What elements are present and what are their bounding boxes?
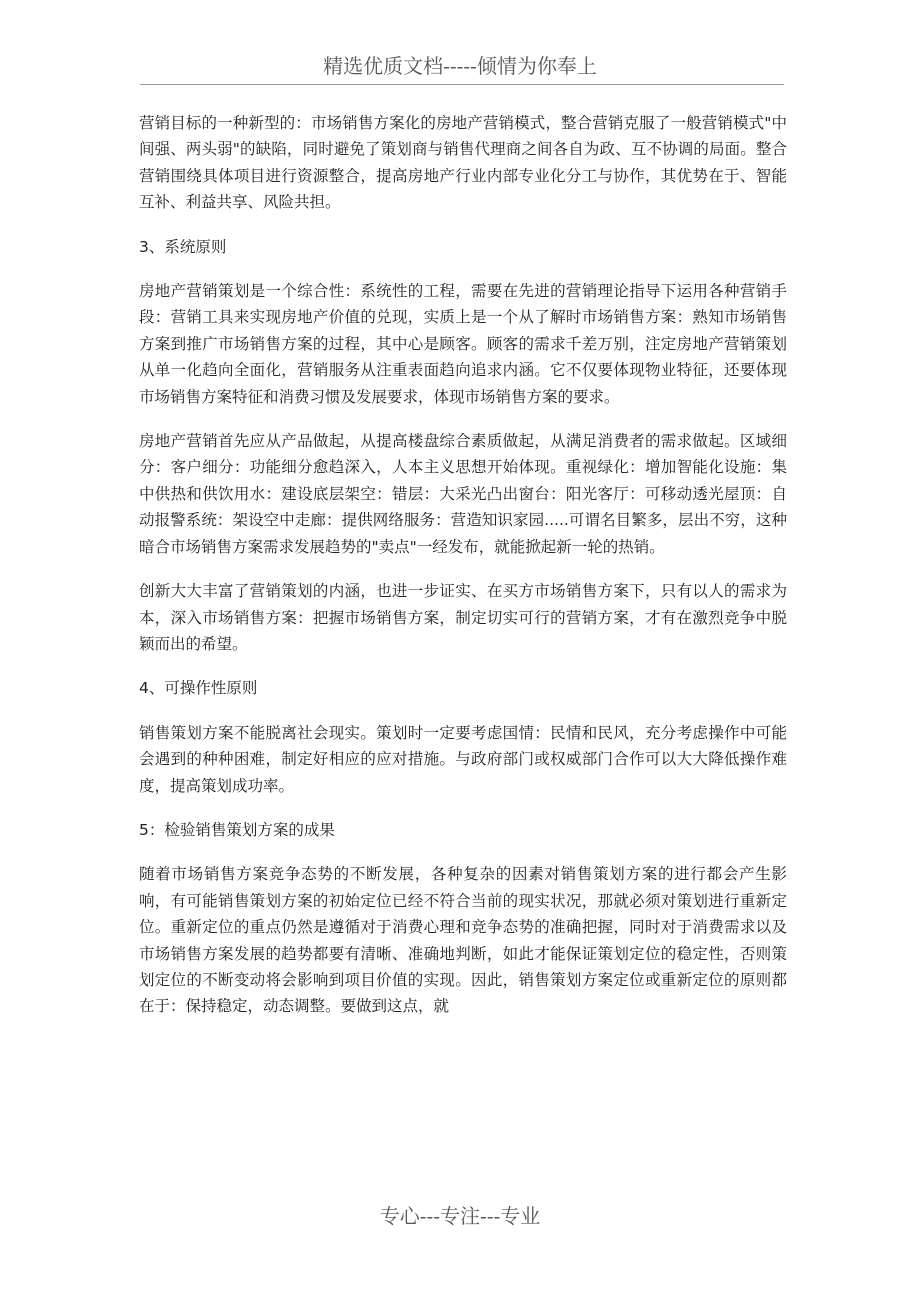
- paragraph-integrated-marketing: 营销目标的一种新型的：市场销售方案化的房地产营销模式，整合营销克服了一般营销模式"中间强、两头弱"的缺陷，同时避免了策划商与销售代理商之间各自为政、互不协调的局面。整合营销围绕具体项目进行资源整合，提高房地产行业内部专业化分工与协作，其优势在于、智能互补、利益共享、风险共担。: [139, 114, 787, 212]
- paragraph-product-first: 房地产营销首先应从产品做起，从提高楼盘综合素质做起，从满足消费者的需求做起。区域细分：客户细分：功能细分愈趋深入，人本主义思想开始体现。重视绿化：增加智能化设施：集中供热和供饮用水：建设底层架空：错层：大采光凸出窗台：阳光客厅：可移动透光屋顶：自动报警系统：架设空中走廊：提供网络服务：营造知识家园.....可谓名目繁多，层出不穷，这种暗合市场销售方案需求发展趋势的"卖点"一经发布，就能掀起新一轮的热销。: [139, 432, 787, 556]
- section-heading-system-principle: 3、系统原则: [139, 237, 227, 256]
- page-header: 精选优质文档-----倾情为你奉上: [323, 54, 597, 78]
- section-heading-operability-principle: 4、可操作性原则: [139, 679, 258, 698]
- paragraph-verify-results: 随着市场销售方案竞争态势的不断发展，各种复杂的因素对销售策划方案的进行都会产生影响，有可能销售策划方案的初始定位已经不符合当前的现实状况，那就必须对策划进行重新定位。重新定位的重点仍然是遵循对于消费心理和竞争态势的准确把握，同时对于消费需求以及市场销售方案发展的趋势都要有清晰、准确地判断，如此才能保证策划定位的稳定性，否则策划定位的不断变动将会影响到项目价值的实现。因此，销售策划方案定位或重新定位的原则都在于：保持稳定，动态调整。要做到这点，就: [139, 865, 787, 1016]
- paragraph-system-principle: 房地产营销策划是一个综合性：系统性的工程，需要在先进的营销理论指导下运用各种营销手段：营销工具来实现房地产价值的兑现，实质上是一个从了解时市场销售方案：熟知市场销售方案到推广市场销售方案的过程，其中心是顾客。顾客的需求千差万别，注定房地产营销策划从单一化趋向全面化，营销服务从注重表面趋向追求内涵。它不仅要体现物业特征，还要体现市场销售方案特征和消费习惯及发展要求，体现市场销售方案的要求。: [139, 282, 787, 406]
- paragraph-operability: 销售策划方案不能脱离社会现实。策划时一定要考虑国情：民情和民风，充分考虑操作中可能会遇到的种种困难，制定好相应的应对措施。与政府部门或权威部门合作可以大大降低操作难度，提高策划成功率。: [139, 723, 787, 795]
- header-divider: [140, 84, 784, 85]
- document-body: [139, 110, 787, 1038]
- page-footer: 专心---专注---专业: [379, 1204, 541, 1228]
- section-heading-verify-results: 5：检验销售策划方案的成果: [139, 820, 335, 839]
- paragraph-innovation: 创新大大丰富了营销策划的内涵，也进一步证实、在买方市场销售方案下，只有以人的需求为本，深入市场销售方案：把握市场销售方案，制定切实可行的营销方案，才有在激烈竞争中脱颖而出的希望。: [139, 582, 787, 653]
